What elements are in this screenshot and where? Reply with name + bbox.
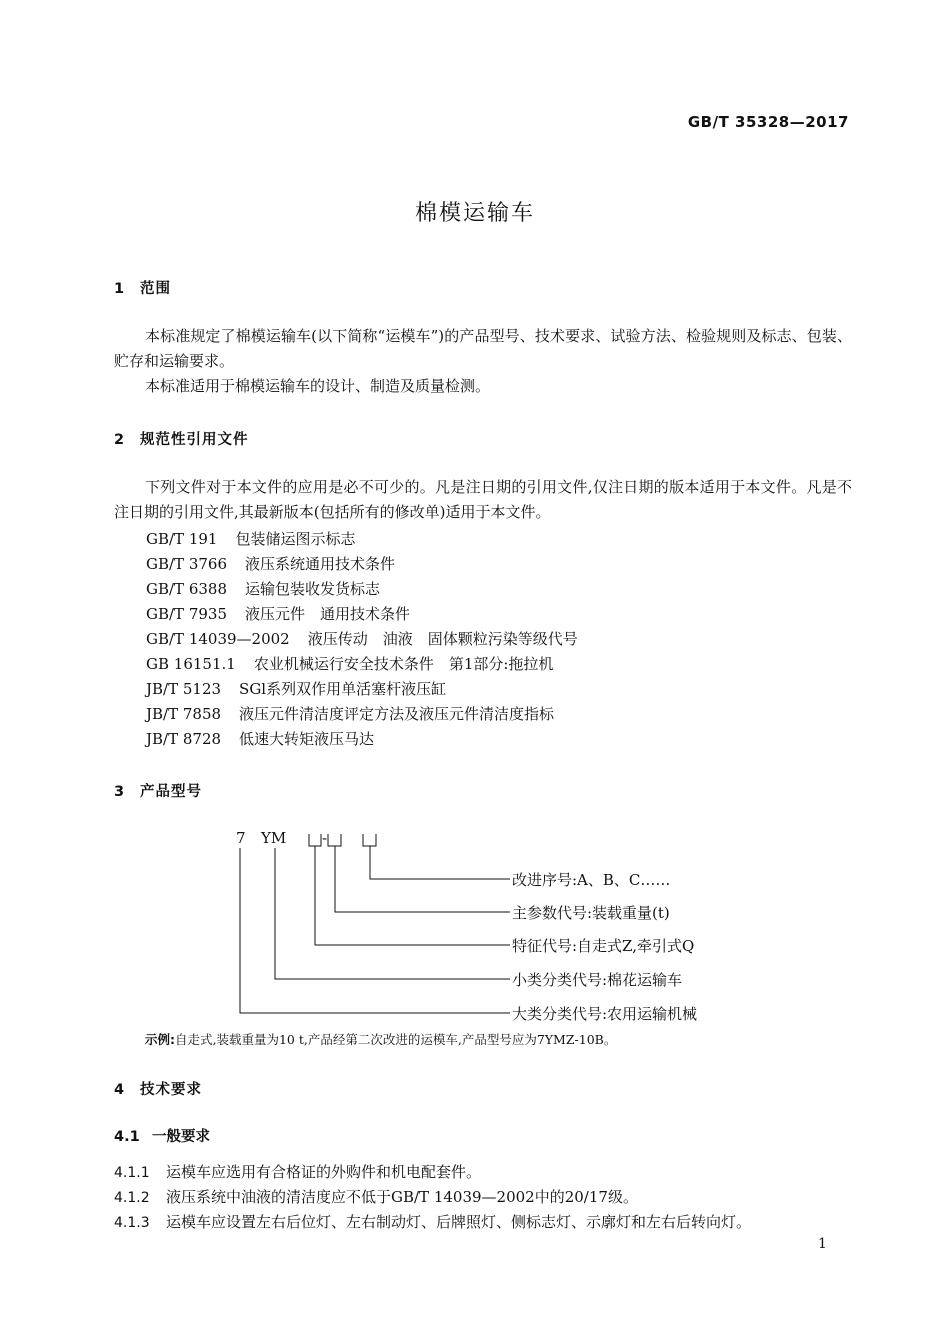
page-number: 1 — [818, 1236, 827, 1252]
subsection-title: 一般要求 — [152, 1129, 210, 1145]
leader-line-subclass — [275, 848, 510, 979]
leader-line-improvement — [370, 846, 510, 879]
reference-title: 农业机械运行安全技术条件 第1部分:拖拉机 — [253, 655, 554, 673]
section-number: 3 — [114, 784, 126, 800]
clause-text: 运模车应设置左右后位灯、左右制动灯、后牌照灯、侧标志灯、示廓灯和左右后转向灯。 — [166, 1213, 752, 1231]
code-box-2 — [328, 834, 341, 846]
scope-paragraph-2: 本标准适用于棉模运输车的设计、制造及质量检测。 — [145, 377, 491, 395]
clause-number: 4.1.3 — [114, 1215, 150, 1231]
section-title: 规范性引用文件 — [140, 432, 249, 448]
leader-line-class — [240, 848, 510, 1013]
section-title: 产品型号 — [140, 784, 202, 800]
reference-title: 液压元件 通用技术条件 — [245, 605, 411, 623]
subsection-number: 4.1 — [114, 1129, 140, 1145]
reference-title: 包装储运图示标志 — [235, 530, 356, 548]
label-subclass: 小类分类代号:棉花运输车 — [512, 971, 683, 989]
reference-title: 低速大转矩液压马达 — [239, 730, 375, 748]
subsection-4-1-heading — [114, 1125, 210, 1146]
reference-title: 液压传动 油液 固体颗粒污染等级代号 — [307, 630, 578, 648]
reference-title: SGl系列双作用单活塞杆液压缸 — [239, 680, 447, 698]
reference-title: 液压系统通用技术条件 — [245, 555, 396, 573]
reference-code: GB/T 7935 — [146, 605, 228, 623]
section-number: 2 — [114, 432, 126, 448]
reference-code: GB/T 6388 — [146, 580, 228, 598]
scope-paragraph-1: 本标准规定了棉模运输车(以下简称“运模车”)的产品型号、技术要求、试验方法、检验规则及标志、包装、贮存和运输要求。 — [114, 327, 852, 370]
code-box-3 — [363, 834, 376, 846]
example-label: 示例: — [145, 1032, 175, 1047]
label-feature: 特征代号:自走式Z,牵引式Q — [512, 937, 695, 955]
leader-line-feature — [315, 846, 510, 945]
reference-code: JB/T 7858 — [146, 705, 222, 723]
code-type: YM — [261, 829, 287, 847]
example-note — [145, 1030, 616, 1048]
normative-intro: 下列文件对于本文件的应用是必不可少的。凡是注日期的引用文件,仅注日期的版本适用于本文件。凡是不注日期的引用文件,其最新版本(包括所有的修改单)适用于本文件。 — [114, 478, 852, 521]
document-title: 棉模运输车 — [414, 201, 535, 226]
code-separator: - — [322, 829, 328, 847]
label-improvement: 改进序号:A、B、C…… — [512, 871, 671, 889]
standard-code: GB/T 35328—2017 — [687, 113, 849, 131]
section-number: 1 — [114, 281, 126, 297]
label-class: 大类分类代号:农用运输机械 — [512, 1005, 698, 1023]
section-number: 4 — [114, 1082, 126, 1098]
code-prefix: 7 — [236, 829, 246, 847]
clause-4-1-2 — [114, 1186, 638, 1207]
reference-code: GB 16151.1 — [146, 655, 236, 673]
clause-text: 运模车应选用有合格证的外购件和机电配套件。 — [166, 1163, 482, 1181]
example-text: 自走式,装载重量为10 t,产品经第二次改进的运模车,产品型号应为7YMZ-10B。 — [175, 1032, 617, 1047]
reference-code: GB/T 191 — [146, 530, 218, 548]
clause-4-1-1 — [114, 1161, 481, 1182]
label-main-param: 主参数代号:装载重量(t) — [512, 904, 670, 922]
clause-text: 液压系统中油液的清洁度应不低于GB/T 14039—2002中的20/17级。 — [166, 1188, 638, 1206]
section-title: 范围 — [140, 281, 171, 297]
reference-code: JB/T 5123 — [146, 680, 222, 698]
reference-title: 液压元件清洁度评定方法及液压元件清洁度指标 — [239, 705, 555, 723]
clause-number: 4.1.1 — [114, 1165, 150, 1181]
code-box-1 — [309, 834, 321, 846]
reference-code: GB/T 3766 — [146, 555, 228, 573]
reference-code: JB/T 8728 — [146, 730, 222, 748]
section-4-heading — [114, 1078, 202, 1099]
clause-number: 4.1.2 — [114, 1190, 150, 1206]
clause-4-1-3 — [114, 1211, 751, 1232]
reference-code: GB/T 14039—2002 — [146, 630, 290, 648]
reference-title: 运输包装收发货标志 — [245, 580, 381, 598]
section-title: 技术要求 — [140, 1082, 202, 1098]
